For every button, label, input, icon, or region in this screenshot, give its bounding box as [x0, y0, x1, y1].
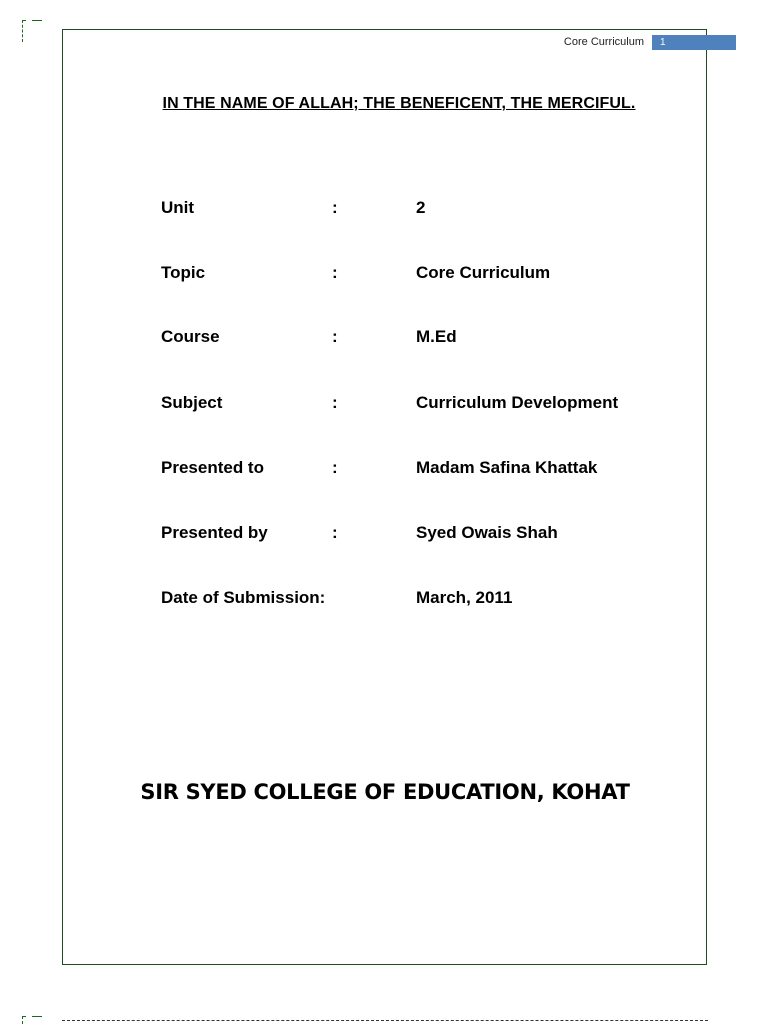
detail-colon: :	[332, 198, 338, 217]
next-page-top-rule	[62, 1020, 708, 1021]
detail-colon: :	[332, 523, 338, 542]
crop-mark-line	[22, 1016, 26, 1018]
detail-colon: :	[332, 458, 338, 477]
detail-value: March, 2011	[416, 588, 513, 607]
detail-value: Syed Owais Shah	[416, 523, 558, 542]
detail-value: Curriculum Development	[416, 393, 619, 412]
detail-label: Topic	[161, 263, 206, 282]
running-header-title: Core Curriculum	[563, 36, 644, 48]
detail-colon: :	[332, 327, 338, 346]
detail-colon: :	[332, 263, 338, 282]
detail-value: M.Ed	[416, 327, 457, 346]
detail-value: Madam Safina Khattak	[416, 458, 598, 477]
detail-value: 2	[416, 198, 426, 217]
crop-mark-bottom-left	[22, 1016, 36, 1030]
detail-label: Presented to	[161, 458, 264, 477]
crop-mark-line	[32, 1016, 42, 1017]
detail-value: Core Curriculum	[416, 263, 551, 282]
document-heading: IN THE NAME OF ALLAH; THE BENEFICENT, THE MERCIFUL.	[162, 95, 636, 112]
detail-label: Date of Submission:	[161, 588, 326, 607]
detail-colon: :	[332, 393, 338, 412]
crop-mark-line	[22, 20, 26, 22]
crop-mark-top-left	[22, 20, 36, 34]
detail-label: Presented by	[161, 523, 268, 542]
detail-label: Subject	[161, 393, 223, 412]
page-border	[62, 29, 707, 965]
crop-mark-line	[22, 20, 23, 42]
detail-label: Course	[161, 327, 220, 346]
page-number-badge: 1	[652, 35, 736, 50]
crop-mark-line	[32, 20, 42, 21]
detail-label: Unit	[161, 198, 195, 217]
institution-name: SIR SYED COLLEGE OF EDUCATION, KOHAT	[140, 780, 630, 804]
